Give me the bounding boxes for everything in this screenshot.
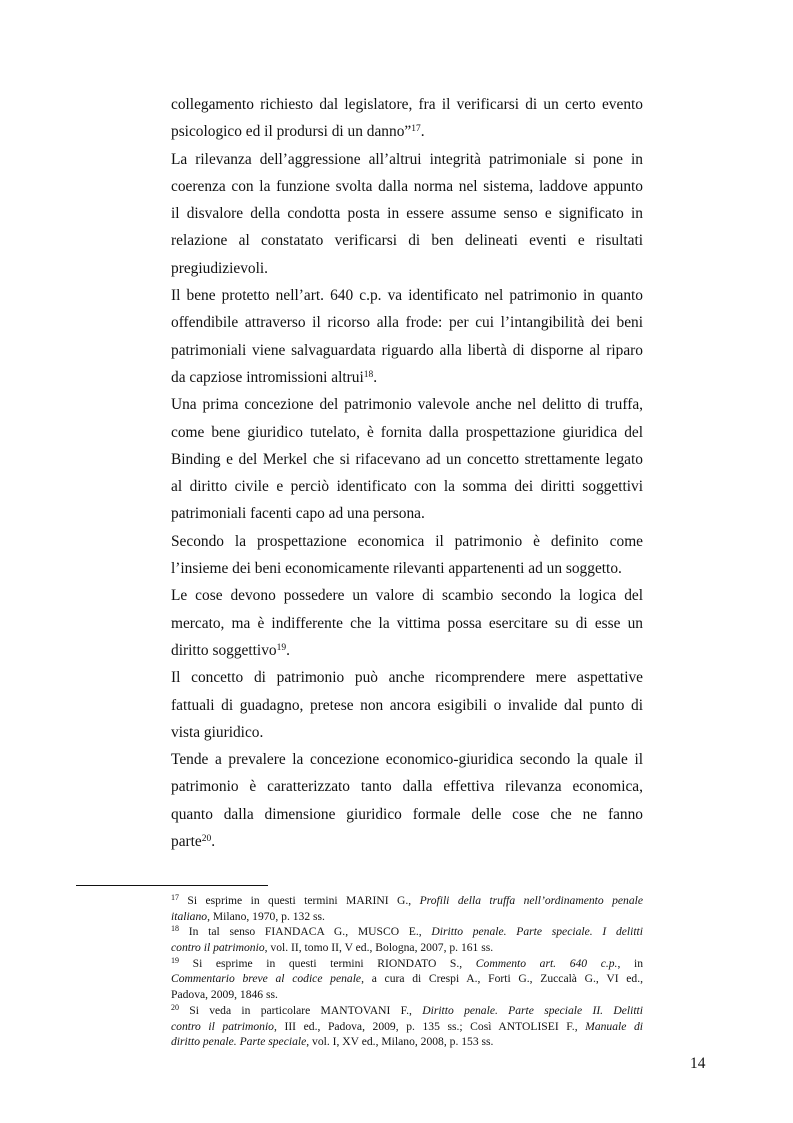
citation-title: Diritto penale. Parte speciale. I delitti xyxy=(431,925,643,939)
footnote-text: Si veda in particolare MANTOVANI F., xyxy=(179,1003,423,1017)
footnote xyxy=(171,924,643,955)
footnote-line xyxy=(171,909,643,925)
footnote-number: 18 xyxy=(171,924,179,934)
text-line xyxy=(171,446,643,473)
text-line xyxy=(171,500,643,527)
paragraph xyxy=(171,528,643,583)
footnote-line xyxy=(171,987,643,1003)
paragraph xyxy=(171,282,643,391)
paragraph xyxy=(171,91,643,146)
line-text: collegamento richiesto dal legislatore, fra il verificarsi di un certo evento xyxy=(171,96,643,113)
page-number: 14 xyxy=(690,1055,706,1072)
line-text: patrimoniali facenti capo ad una persona. xyxy=(171,505,425,523)
footnote-text: , Milano, 1970, p. 132 ss. xyxy=(207,909,325,923)
footnote-number: 17 xyxy=(171,893,179,902)
line-text: quanto dalla dimensione giuridico formale delle cose che ne fanno xyxy=(171,805,643,823)
line-text: Secondo la prospettazione economica il patrimonio è definito come xyxy=(171,532,643,550)
footnote-line xyxy=(171,924,643,940)
text-line xyxy=(171,364,643,391)
paragraph xyxy=(171,664,643,746)
line-text: Il bene protetto nell’art. 640 c.p. va identificato nel patrimonio in quanto xyxy=(171,287,643,305)
text-line xyxy=(171,582,643,609)
citation-title: Commentario breve al codice penale xyxy=(171,972,362,986)
footnote xyxy=(171,1003,643,1050)
text-line xyxy=(171,419,643,446)
paragraph xyxy=(171,146,643,282)
footnote-ref[interactable]: 19 xyxy=(276,642,287,653)
text-line xyxy=(171,746,643,773)
footnote-text: Si esprime in questi termini MARINI G., xyxy=(179,894,420,907)
line-text: Le cose devono possedere un valore di scambio secondo la logica del xyxy=(171,587,643,605)
text-line xyxy=(171,200,643,227)
citation-title: contro il patrimonio xyxy=(171,1019,274,1033)
footnote-text: Si esprime in questi termini RIONDATO S., xyxy=(179,956,476,970)
citation-title: contro il patrimonio xyxy=(171,941,265,955)
line-text: al diritto civile e perciò identificato con la somma dei diritti soggettivi xyxy=(171,478,643,496)
text-line xyxy=(171,173,643,200)
text-line xyxy=(171,801,643,828)
footnote-text: In tal senso FIANDACA G., MUSCO E., xyxy=(179,925,432,939)
footnote-number: 19 xyxy=(171,955,179,965)
line-text: diritto soggettivo xyxy=(171,641,277,659)
footnote-text: , in xyxy=(617,956,643,970)
citation-title: italiano xyxy=(171,909,208,923)
footnote-text: , a cura di Crespi A., Forti G., Zuccalà G., VI ed., xyxy=(361,972,643,986)
text-line xyxy=(171,309,643,336)
footnote-number: 20 xyxy=(171,1002,179,1012)
footnote xyxy=(171,893,643,924)
line-tail: . xyxy=(286,641,290,659)
line-tail: . xyxy=(211,833,216,851)
footnote-line xyxy=(171,1003,643,1019)
line-text: vista giuridico. xyxy=(171,723,264,741)
text-line xyxy=(171,282,643,309)
footnote-line xyxy=(171,940,643,956)
footnote-separator xyxy=(76,885,268,886)
footnote-line xyxy=(171,1034,643,1050)
line-text: Il concetto di patrimonio può anche ricomprendere mere aspettative xyxy=(171,669,643,687)
line-text: offendibile attraverso il ricorso alla frode: per cui l’intangibilità dei beni xyxy=(171,314,643,332)
text-line xyxy=(171,664,643,691)
text-line xyxy=(171,692,643,719)
footnote-line xyxy=(171,1019,643,1035)
text-line xyxy=(171,555,643,582)
footnotes xyxy=(171,893,643,1050)
text-line xyxy=(171,610,643,637)
line-text: da capziose intromissioni altrui xyxy=(171,368,364,386)
footnote-ref[interactable]: 18 xyxy=(363,369,374,380)
line-text: Una prima concezione del patrimonio valevole anche nel delitto di truffa, xyxy=(171,396,643,414)
line-text: parte xyxy=(171,833,202,851)
footnote-text: , vol. II, tomo II, V ed., Bologna, 2007, p. 161 ss. xyxy=(264,941,494,955)
line-text: l’insieme dei beni economicamente rilevanti appartenenti ad un soggetto. xyxy=(171,560,622,578)
footnote-ref[interactable]: 20 xyxy=(201,834,212,845)
line-tail: . xyxy=(420,123,425,141)
line-text: coerenza con la funzione svolta dalla norma nel sistema, laddove appunto xyxy=(171,177,643,195)
footnote-text: Padova, 2009, 1846 ss. xyxy=(171,988,278,1002)
citation-title: diritto penale. Parte speciale xyxy=(171,1035,307,1049)
line-text: il disvalore della condotta posta in essere assume senso e significato in xyxy=(171,205,643,223)
text-line xyxy=(171,118,643,145)
line-text: La rilevanza dell’aggressione all’altrui integrità patrimoniale si pone in xyxy=(171,150,643,168)
line-text: Binding e del Merkel che si rifacevano ad un concetto strettamente legato xyxy=(171,450,643,468)
footnote-ref[interactable]: 17 xyxy=(411,124,421,135)
line-text: come bene giuridico tutelato, è fornita dalla prospettazione giuridica del xyxy=(171,423,643,441)
footnote xyxy=(171,956,643,1003)
line-text: patrimoniali viene salvaguardata riguardo alla libertà di disporne al riparo xyxy=(171,341,643,359)
text-line xyxy=(171,255,643,282)
line-text: psicologico ed il prodursi di un danno” xyxy=(171,123,412,141)
paragraph xyxy=(171,391,643,527)
line-text: mercato, ma è indifferente che la vittima possa esercitare su di esse un xyxy=(171,614,643,632)
footnote-text: , III ed., Padova, 2009, p. 135 ss.; Così ANTOLISEI F., xyxy=(273,1019,586,1033)
text-line xyxy=(171,146,643,173)
text-line xyxy=(171,473,643,500)
paragraph xyxy=(171,582,643,664)
footnote-text: , vol. I, XV ed., Milano, 2008, p. 153 ss. xyxy=(306,1035,494,1049)
citation-title: Manuale di xyxy=(585,1019,643,1033)
footnote-line xyxy=(171,956,643,972)
footnote-line xyxy=(171,893,643,909)
body-text xyxy=(171,91,643,855)
text-line xyxy=(171,719,643,746)
text-line xyxy=(171,828,643,855)
citation-title: Diritto penale. Parte speciale II. Delitti xyxy=(422,1003,643,1017)
text-line xyxy=(171,227,643,254)
text-line xyxy=(171,337,643,364)
citation-title: Commento art. 640 c.p. xyxy=(475,956,618,970)
text-line xyxy=(171,773,643,800)
paragraph xyxy=(171,746,643,855)
footnote-line xyxy=(171,971,643,987)
line-text: pregiudizievoli. xyxy=(171,259,269,277)
line-text: patrimonio è caratterizzato tanto dalla effettiva rilevanza economica, xyxy=(171,778,643,796)
text-line xyxy=(171,391,643,418)
line-text: Tende a prevalere la concezione economico-giuridica secondo la quale il xyxy=(171,751,643,769)
text-line xyxy=(171,637,643,664)
line-text: fattuali di guadagno, pretese non ancora esigibili o invalide dal punto di xyxy=(171,696,643,714)
citation-title: Profili della truffa nell’ordinamento penale xyxy=(419,894,643,907)
line-text: relazione al constatato verificarsi di ben delineati eventi e risultati xyxy=(171,232,643,250)
line-tail: . xyxy=(373,368,378,386)
text-line xyxy=(171,91,643,118)
text-line xyxy=(171,528,643,555)
